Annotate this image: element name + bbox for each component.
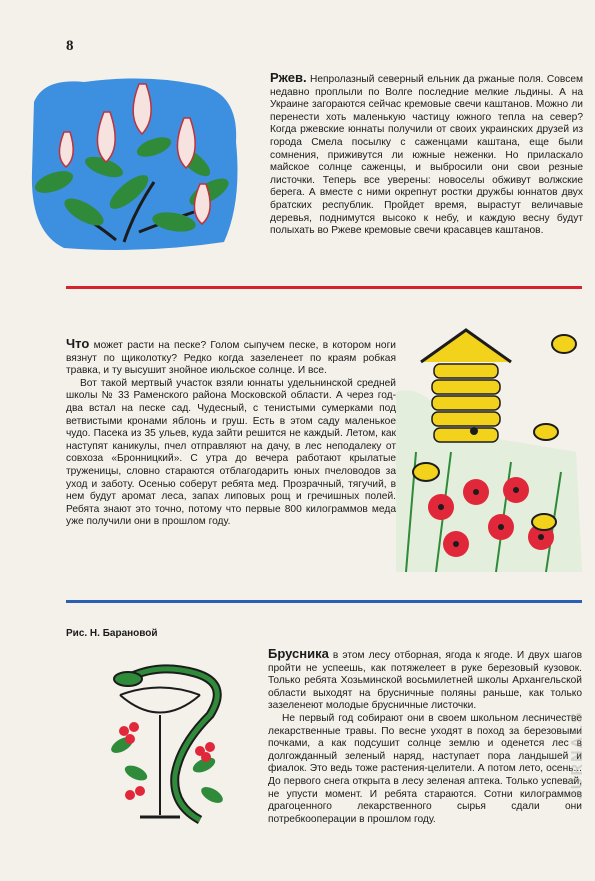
article-rzhev [270, 72, 583, 238]
snake-bowl-illustration [100, 655, 250, 835]
article-lingonberry-body: в этом лесу отборная, ягода к ягоде. И двух шагов пройти не успеешь, как потяжелеет в руке березовый кузовок. Только ребята Хозьминской восьмилетней школы Архангельской области выходят на брусничные поляны раньше, как только зазеленеют молодые брусничные листочки. [268, 650, 582, 712]
article-rzhev-lead: Ржев. [270, 70, 307, 85]
watermark: JURNALS [569, 710, 586, 800]
blue-divider [66, 600, 582, 603]
illustration-credit: Рис. Н. Барановой [66, 628, 158, 639]
article-sand-body2: Вот такой мертвый участок взяли юннаты удельнинской средней школы № 33 Раменского района Московской области. А через год-два встал на песке сад. Чудесный, с тенистыми сумерками под ветвистыми кронами яблонь и груш. Есть в этом саду маленькое чудо. Пасека из 35 ульев, куда зайти решится не каждый. Летом, как наступят каникулы, пчел отправляют на дачу, в лес неподалеку от совхоза «Бронницкий». С утра до вечера работают крылатые труженицы, словно стараются отблагодарить юных пчеловодов за уход и заботу. Осенью соберут ребята мед. Прозрачный, тягучий, в нем будут аромат леса, запах липовых рощ и гречишных полей. Ребята знают это точно, потому что первые 800 килограммов меда уже получили они в прошлом году. [66, 377, 396, 528]
article-sand-body: может расти на песке? Голом сыпучем песке, в котором ноги вязнут по щиколотку? Редко когда зазеленеет по краям робкая травка, и ту высушит знойное июльское солнце. И все. [66, 340, 396, 377]
article-rzhev-body: Непролазный северный ельник да ржаные поля. Совсем недавно проплыли по Волге последние мелкие льдины. А на Украине загораются сейчас кремовые свечи каштанов. Можно ли перенести хоть маленькую частицу южного тепла на север? Когда ржевские юннаты получили от своих украинских друзей из города Смела посылку с саженцами каштана, еще были сомнения, приживутся ли южные неженки. Но приласкало майское солнце саженцы, и выбросили они свои резные листочки. Теперь все уверены: новоселы обживут волжские берега. А вместе с ними окрепнут ростки дружбы юннатов двух братских республик. Пройдет время, вырастут величавые деревья, поднимутся высоко к небу, и каждую весну будут полыхать во Ржеве кремовые свечи красавцев каштанов. [270, 74, 583, 237]
red-divider [66, 286, 582, 289]
article-lingonberry-lead: Брусника [268, 646, 329, 661]
article-lingonberry [268, 648, 582, 826]
article-sand-garden [66, 338, 396, 529]
article-sand-lead: Что [66, 336, 90, 351]
chestnut-blossom-illustration [24, 72, 246, 258]
article-lingonberry-body2: Не первый год собирают они в своем школьном лесничестве лекарственные травы. По весне уходят в поход за березовыми почками, а как подсушит солнце землю и оденется лес в долгожданный зеленый наряд, наступает пора ландышей и фиалок. Это ведь тоже растения-целители. А потом лето, осень... До первого снега открыта в лесу зеленая аптека. Только успевай, не упусти момент. И ребята стараются. Сотни килограммов драгоценного лекарственного сырья сдали они потребкооперации в прошлом году. [268, 712, 582, 825]
page-number: 8 [66, 38, 74, 54]
beehive-illustration [396, 322, 582, 574]
